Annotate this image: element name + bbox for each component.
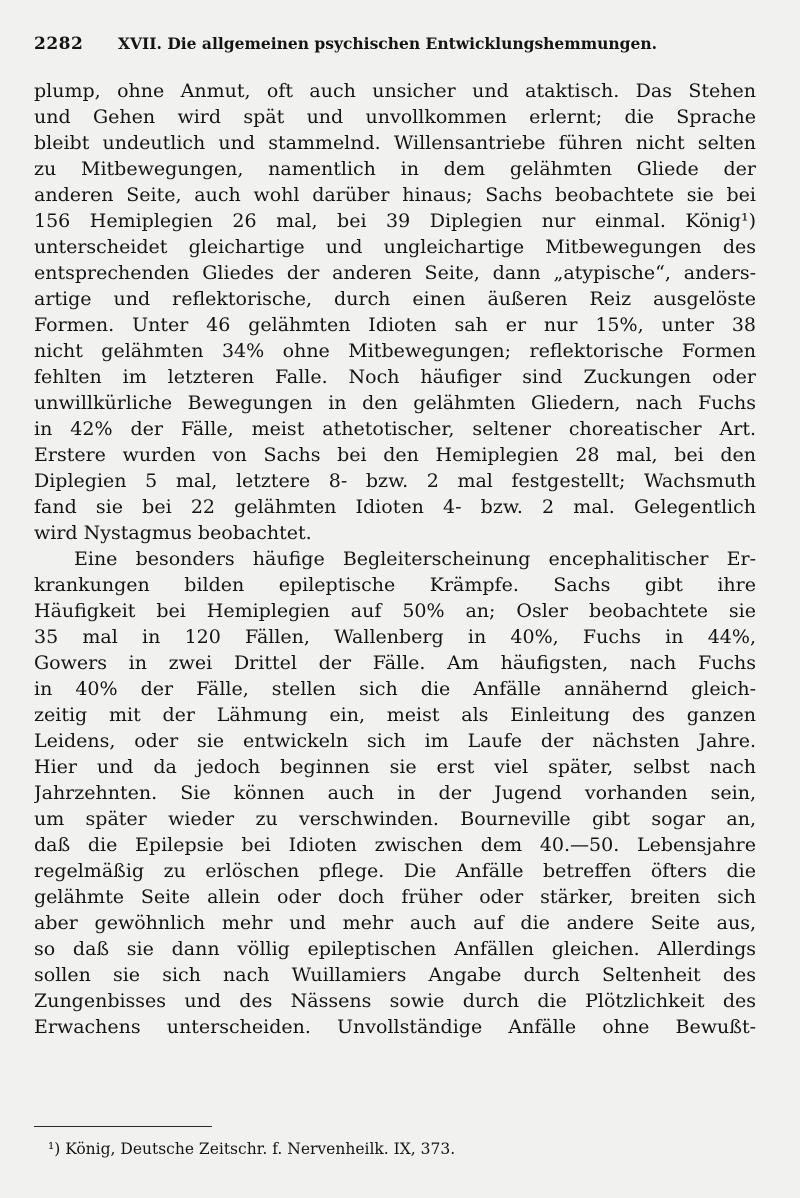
text-line: wird Nystagmus beobachtet. [34,522,312,544]
text-line: artige und reflektorische, durch einen äußeren Reiz ausgelöste [34,288,756,310]
text-line: 156 Hemiplegien 26 mal, bei 39 Diplegien nur einmal. König¹) [34,210,756,232]
text-line: Jahrzehnten. Sie können auch in der Jugend vorhanden sein, [34,782,756,804]
page-number: 2282 [34,34,84,54]
text-line: bleibt undeutlich und stammelnd. Willensantriebe führen nicht selten [34,132,756,154]
text-line: anderen Seite, auch wohl darüber hinaus; Sachs beobachtete sie bei [34,184,756,206]
text-line: entsprechenden Gliedes der anderen Seite, dann „atypische“, anders- [34,262,756,284]
text-line: unwillkürliche Bewegungen in den gelähmten Gliedern, nach Fuchs [34,392,756,414]
text-line: in 40% der Fälle, stellen sich die Anfälle annähernd gleich- [34,678,756,700]
text-line: fehlten im letzteren Falle. Noch häufiger sind Zuckungen oder [34,366,756,388]
text-line: plump, ohne Anmut, oft auch unsicher und ataktisch. Das Stehen [34,80,756,102]
text-line: gelähmte Seite allein oder doch früher oder stärker, breiten sich [34,886,756,908]
text-line: Erstere wurden von Sachs bei den Hemiplegien 28 mal, bei den [34,444,756,466]
body-text [34,78,756,1040]
text-line: Zungenbisses und des Nässens sowie durch die Plötzlichkeit des [34,990,756,1012]
text-line: zu Mitbewegungen, namentlich in dem gelähmten Gliede der [34,158,756,180]
text-line: Formen. Unter 46 gelähmten Idioten sah er nur 15%, unter 38 [34,314,756,336]
text-line: zeitig mit der Lähmung ein, meist als Einleitung des ganzen [34,704,756,726]
text-line: sollen sie sich nach Wuillamiers Angabe durch Seltenheit des [34,964,756,986]
text-line: nicht gelähmten 34% ohne Mitbewegungen; reflektorische Formen [34,340,756,362]
text-line: krankungen bilden epileptische Krämpfe. Sachs gibt ihre [34,574,756,596]
text-line: und Gehen wird spät und unvollkommen erlernt; die Sprache [34,106,756,128]
running-header [34,34,774,58]
footnote-rule [34,1126,212,1127]
text-line: daß die Epilepsie bei Idioten zwischen dem 40.—50. Lebensjahre [34,834,756,856]
text-line: Erwachens unterscheiden. Unvollständige Anfälle ohne Bewußt- [34,1016,756,1038]
text-line: Eine besonders häufige Begleiterscheinung encephalitischer Er- [74,548,756,570]
text-line: Diplegien 5 mal, letztere 8- bzw. 2 mal festgestellt; Wachsmuth [34,470,756,492]
text-line: fand sie bei 22 gelähmten Idioten 4- bzw. 2 mal. Gelegentlich [34,496,756,518]
running-title: XVII. Die allgemeinen psychischen Entwicklungshemmungen. [118,34,658,53]
text-line: Leidens, oder sie entwickeln sich im Laufe der nächsten Jahre. [34,730,756,752]
text-line: aber gewöhnlich mehr und mehr auch auf die andere Seite aus, [34,912,756,934]
text-line: regelmäßig zu erlöschen pflege. Die Anfälle betreffen öfters die [34,860,756,882]
text-line: Häufigkeit bei Hemiplegien auf 50% an; Osler beobachtete sie [34,600,756,622]
text-line: 35 mal in 120 Fällen, Wallenberg in 40%, Fuchs in 44%, [34,626,756,648]
text-line: so daß sie dann völlig epileptischen Anfällen gleichen. Allerdings [34,938,756,960]
text-line: unterscheidet gleichartige und ungleichartige Mitbewegungen des [34,236,756,258]
text-line: Hier und da jedoch beginnen sie erst viel später, selbst nach [34,756,756,778]
text-line: um später wieder zu verschwinden. Bourneville gibt sogar an, [34,808,756,830]
footnote: ¹) König, Deutsche Zeitschr. f. Nervenheilk. IX, 373. [48,1140,456,1158]
text-line: in 42% der Fälle, meist athetotischer, seltener choreatischer Art. [34,418,756,440]
text-line: Gowers in zwei Drittel der Fälle. Am häufigsten, nach Fuchs [34,652,756,674]
